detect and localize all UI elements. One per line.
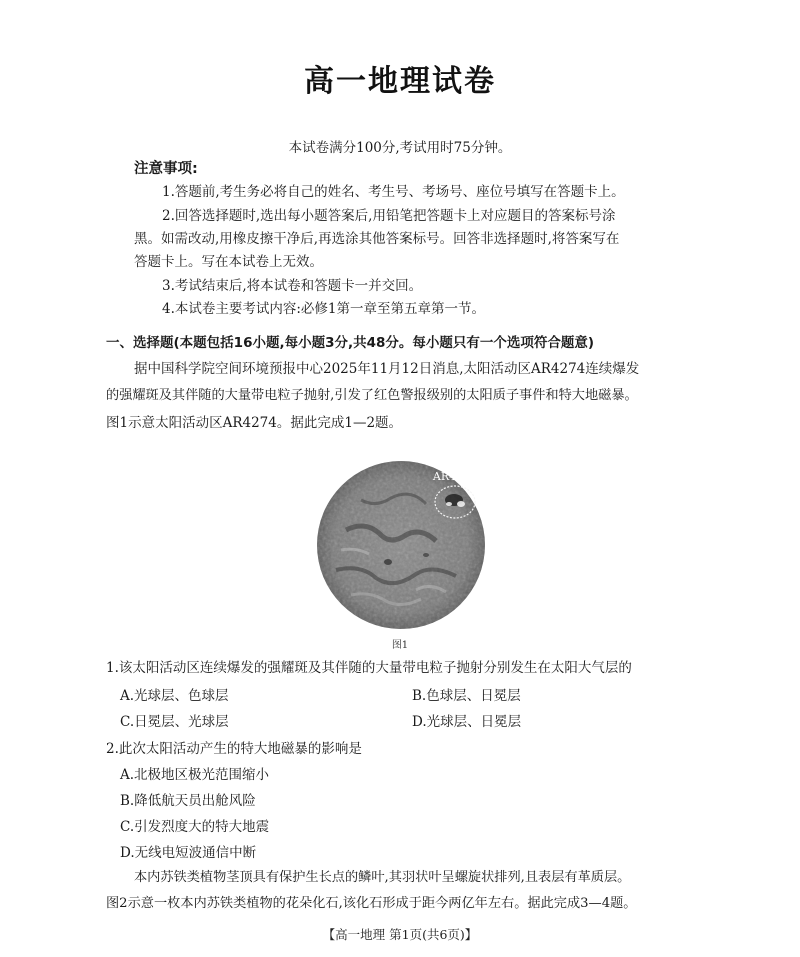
question-2-option-b: B.降低航天员出舱风险 — [120, 793, 256, 809]
intro-line-2: 的强耀斑及其伴随的大量带电粒子抛射,引发了红色警报级别的太阳质子事件和特大地磁暴。 — [106, 388, 638, 403]
notice-item-2-line-3: 答题卡上。写在本试卷上无效。 — [134, 254, 323, 270]
question-2-stem: 2.此次太阳活动产生的特大地磁暴的影响是 — [106, 741, 362, 757]
notice-heading: 注意事项: — [134, 161, 198, 177]
notice-item-1: 1.答题前,考生务必将自己的姓名、考生号、考场号、座位号填写在答题卡上。 — [162, 184, 625, 200]
sun-disk-graphic — [306, 460, 496, 630]
question-2-option-c: C.引发烈度大的特大地震 — [120, 819, 270, 835]
notice-item-3: 3.考试结束后,将本试卷和答题卡一并交回。 — [162, 278, 423, 294]
section-heading: 一、选择题(本题包括16小题,每小题3分,共48分。每小题只有一个选项符合题意) — [106, 335, 595, 351]
question-1-option-a: A.光球层、色球层 — [120, 688, 229, 704]
ar4274-annotation: AR4274 — [432, 470, 478, 483]
exam-info: 本试卷满分100分,考试用时75分钟。 — [288, 140, 512, 156]
notice-item-2-line-1: 2.回答选择题时,选出每小题答案后,用铅笔把答题卡上对应题目的答案标号涂 — [162, 208, 616, 224]
passage-2-line-1: 本内苏铁类植物茎顶具有保护生长点的鳞叶,其羽状叶呈螺旋状排列,且表层有革质层。 — [134, 870, 631, 885]
figure-1-sun-image — [306, 460, 496, 630]
intro-line-3: 图1示意太阳活动区AR4274。据此完成1—2题。 — [106, 415, 403, 431]
notice-item-4: 4.本试卷主要考试内容:必修1第一章至第五章第一节。 — [162, 301, 486, 317]
question-2-option-d: D.无线电短波通信中断 — [120, 845, 257, 861]
question-1-option-b: B.色球层、日冕层 — [412, 688, 521, 704]
passage-2-line-2: 图2示意一枚本内苏铁类植物的花朵化石,该化石形成于距今两亿年左右。据此完成3—4题。 — [106, 896, 637, 911]
intro-line-1: 据中国科学院空间环境预报中心2025年11月12日消息,太阳活动区AR4274连续爆发 — [134, 361, 640, 377]
question-1-stem: 1.该太阳活动区连续爆发的强耀斑及其伴随的大量带电粒子抛射分别发生在太阳大气层的 — [106, 660, 632, 676]
figure-1-caption: 图1 — [391, 640, 409, 651]
page-footer: 【高一地理 第1页(共6页)】 — [322, 927, 478, 942]
page-title: 高一地理试卷 — [304, 64, 496, 99]
question-1-option-d: D.光球层、日冕层 — [412, 714, 522, 730]
notice-item-2-line-2: 黑。如需改动,用橡皮擦干净后,再选涂其他答案标号。回答非选择题时,将答案写在 — [134, 231, 620, 247]
question-1-option-c: C.日冕层、光球层 — [120, 714, 229, 730]
question-2-option-a: A.北极地区极光范围缩小 — [120, 767, 270, 783]
